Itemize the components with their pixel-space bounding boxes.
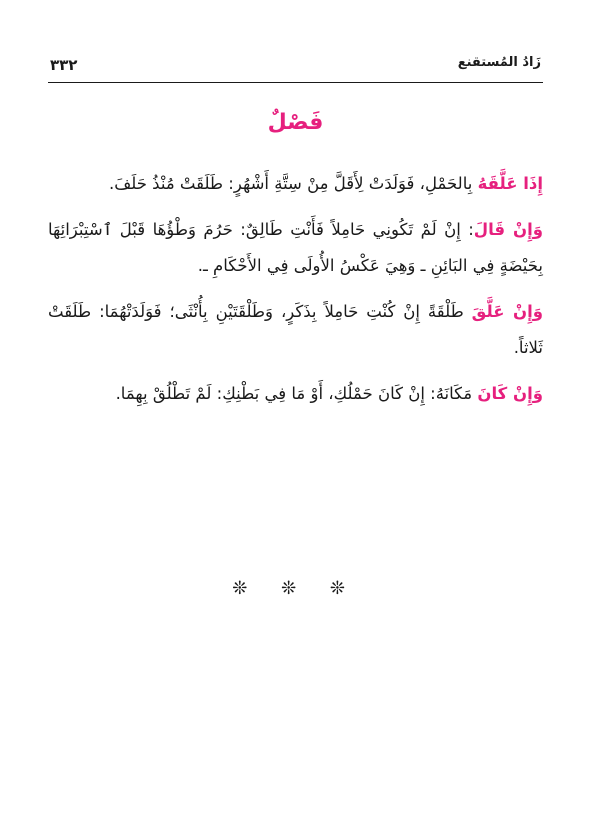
chapter-heading: فَصْلٌ — [267, 110, 324, 135]
paragraph-1 — [48, 166, 543, 202]
paragraph-text: طَلْقَةً إِنْ كُنْتِ حَامِلاً بِذَكَرٍ، وَطَلْقَتَيْنِ بِأُنْثَى؛ فَوَلَدَتْهُمَا: طَلَقَتْ ثَلاثاً. — [48, 302, 543, 357]
paragraph-2 — [48, 212, 543, 284]
paragraph-text: مَكَانَهُ: إِنْ كَانَ حَمْلُكِ، أَوْ مَا فِي بَطْنِكِ: لَمْ تَطْلُقْ بِهِمَا. — [115, 384, 478, 403]
paragraph-3 — [48, 294, 543, 366]
page-number: ٣٣٢ — [50, 56, 78, 74]
body-text — [48, 166, 543, 422]
header-rule — [48, 82, 543, 83]
running-header — [48, 54, 543, 82]
paragraph-lead: وَإِنْ كَانَ — [477, 384, 543, 403]
paragraph-text: : إِنْ لَمْ تَكُونِي حَامِلاً فَأَنْتِ طَالِقٌ: حَرُمَ وَطْؤُهَا قَبْلَ ٱسْتِبْرَائِهَا بِحَيْضَةٍ فِي البَائِنِ ـ وَهِيَ عَكْسُ الأُولَى فِي الأَحْكَامِ ـ. — [48, 220, 543, 275]
paragraph-lead: وَإِنْ قَالَ — [473, 220, 543, 239]
section-end-ornament: ❊ ❊ ❊ — [232, 578, 359, 599]
paragraph-4 — [48, 376, 543, 412]
paragraph-lead: إِذَا عَلَّقَهُ — [477, 174, 543, 193]
paragraph-lead: وَإِنْ عَلَّقَ — [471, 302, 543, 321]
paragraph-text: بِالحَمْلِ، فَوَلَدَتْ لِأَقَلَّ مِنْ سِتَّةِ أَشْهُرٍ: طَلَقَتْ مُنْذُ حَلَفَ. — [108, 174, 478, 193]
book-title: زَادُ المُستقنع — [457, 55, 541, 70]
